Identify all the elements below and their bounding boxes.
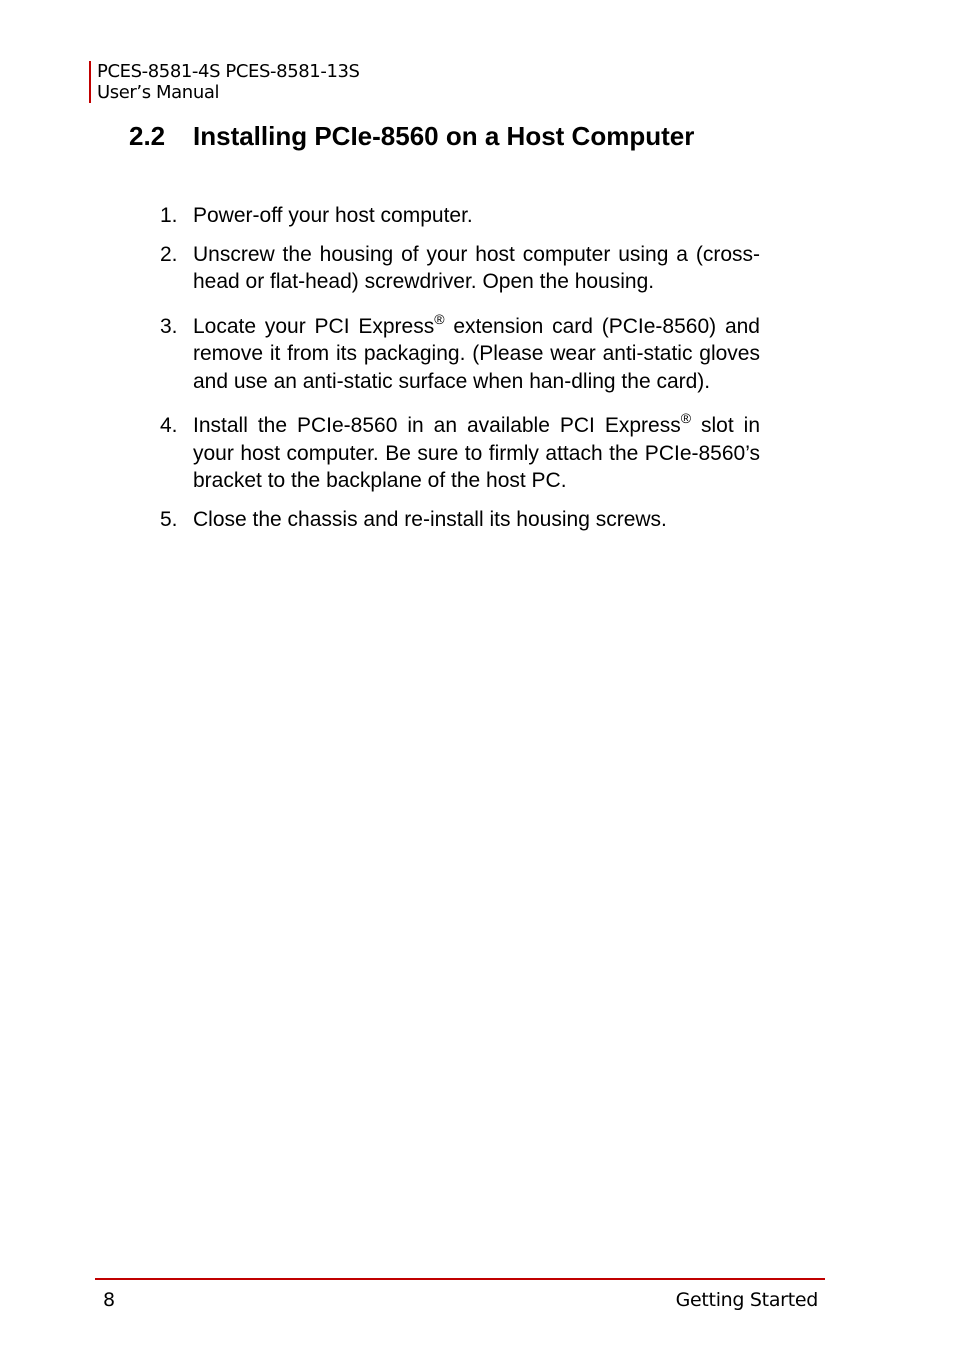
step-item — [160, 202, 760, 230]
step-text: Close the chassis and re-install its housing screws. — [193, 507, 667, 531]
step-text-before: Locate your PCI Express — [193, 314, 435, 338]
step-number: 4. — [160, 414, 178, 437]
header-product-line: PCES-8581-4S PCES-8581-13S — [97, 61, 360, 82]
step-item — [160, 310, 760, 396]
step-text: Unscrew the housing of your host computer using a (cross-head or flat-head) screwdriver. Open the housing. — [193, 242, 760, 293]
step-text-before: Install the PCIe-8560 in an available PCI Express — [193, 414, 681, 437]
step-number: 3. — [160, 314, 178, 338]
step-text-after: slot in your host computer. Be sure to firmly attach the PCIe-8560’s bracket to the backplane of the host PC. — [193, 414, 760, 492]
running-header — [89, 61, 360, 103]
step-text — [193, 412, 760, 495]
page-number: 8 — [103, 1289, 115, 1311]
step-number: 2. — [160, 242, 178, 266]
step-item — [160, 241, 760, 296]
step-number: 5. — [160, 507, 178, 531]
step-text — [193, 310, 760, 396]
section-title: Installing PCIe-8560 on a Host Computer — [193, 121, 695, 151]
step-number: 1. — [160, 204, 178, 227]
header-manual-title: User’s Manual — [97, 82, 220, 103]
step-item — [160, 412, 760, 495]
section-number: 2.2 — [129, 121, 166, 151]
registered-mark: ® — [680, 410, 692, 426]
footer-divider — [95, 1278, 825, 1280]
step-item — [160, 506, 760, 534]
registered-mark: ® — [434, 310, 445, 327]
step-text-after: extension card (PCIe-8560) and remove it from its packaging. (Please wear anti-static gloves and use an anti-static surface when han-dling the card). — [193, 314, 760, 393]
section-heading — [129, 119, 694, 153]
step-text: Power-off your host computer. — [193, 204, 473, 227]
installation-steps — [160, 202, 760, 533]
footer-chapter-name: Getting Started — [675, 1289, 818, 1311]
